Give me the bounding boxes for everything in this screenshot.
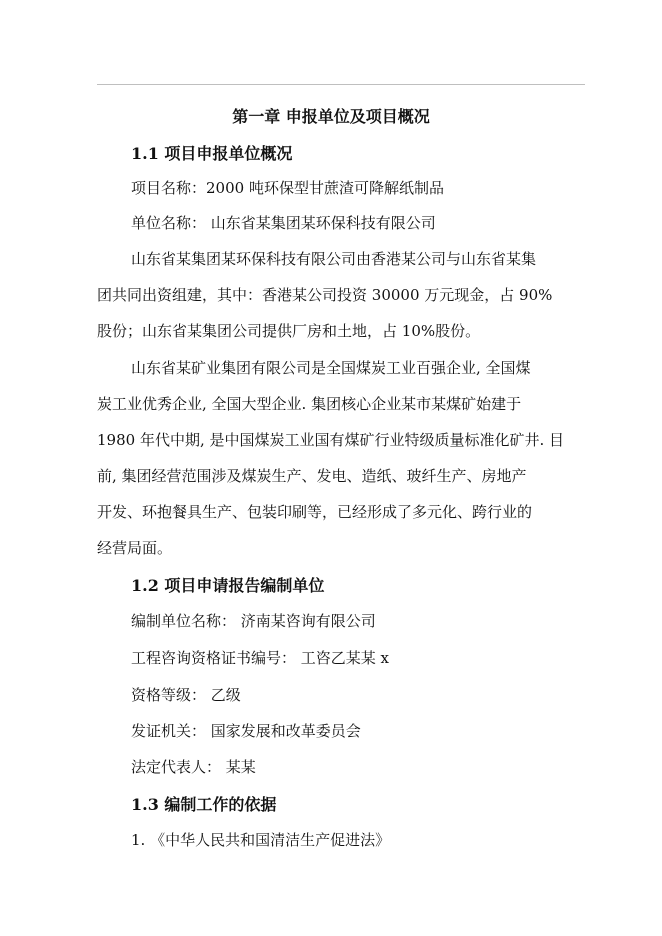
para2-line-3: 1980 年代中期, 是中国煤炭工业国有煤矿行业特级质量标准化矿井. 目 xyxy=(97,431,565,449)
unit-name-line: 单位名称： 山东省某集团某环保科技有限公司 xyxy=(131,214,436,232)
section-heading-1-1: 1.1 项目申报单位概况 xyxy=(131,144,293,163)
project-name-line: 项目名称：2000 吨环保型甘蔗渣可降解纸制品 xyxy=(131,179,444,197)
header-rule xyxy=(97,84,585,85)
section-heading-1-3: 1.3 编制工作的依据 xyxy=(131,795,277,814)
issuer-line: 发证机关： 国家发展和改革委员会 xyxy=(131,722,361,740)
para1-line-3: 股份；山东省某集团公司提供厂房和土地，占 10%股份。 xyxy=(97,322,481,340)
para2-line-1: 山东省某矿业集团有限公司是全国煤炭工业百强企业, 全国煤 xyxy=(131,359,531,377)
chapter-title: 第一章 申报单位及项目概况 xyxy=(232,107,430,126)
basis-item-1: 1. 《中华人民共和国清洁生产促进法》 xyxy=(131,831,391,849)
para1-line-2: 团共同出资组建，其中：香港某公司投资 30000 万元现金，占 90% xyxy=(97,286,553,304)
para2-line-4: 前, 集团经营范围涉及煤炭生产、发电、造纸、玻纤生产、房地产 xyxy=(97,467,527,485)
para2-line-6: 经营局面。 xyxy=(97,539,173,557)
grade-line: 资格等级： 乙级 xyxy=(131,686,241,704)
section-heading-1-2: 1.2 项目申请报告编制单位 xyxy=(131,576,325,595)
rep-line: 法定代表人： 某某 xyxy=(131,758,256,776)
para1-line-1: 山东省某集团某环保科技有限公司由香港某公司与山东省某集 xyxy=(131,250,537,268)
para2-line-2: 炭工业优秀企业, 全国大型企业. 集团核心企业某市某煤矿始建于 xyxy=(97,395,522,413)
para2-line-5: 开发、环抱餐具生产、包装印刷等，已经形成了多元化、跨行业的 xyxy=(97,503,533,521)
cert-line: 工程咨询资格证书编号： 工咨乙某某 x xyxy=(131,649,389,667)
org-line: 编制单位名称： 济南某咨询有限公司 xyxy=(131,612,376,630)
